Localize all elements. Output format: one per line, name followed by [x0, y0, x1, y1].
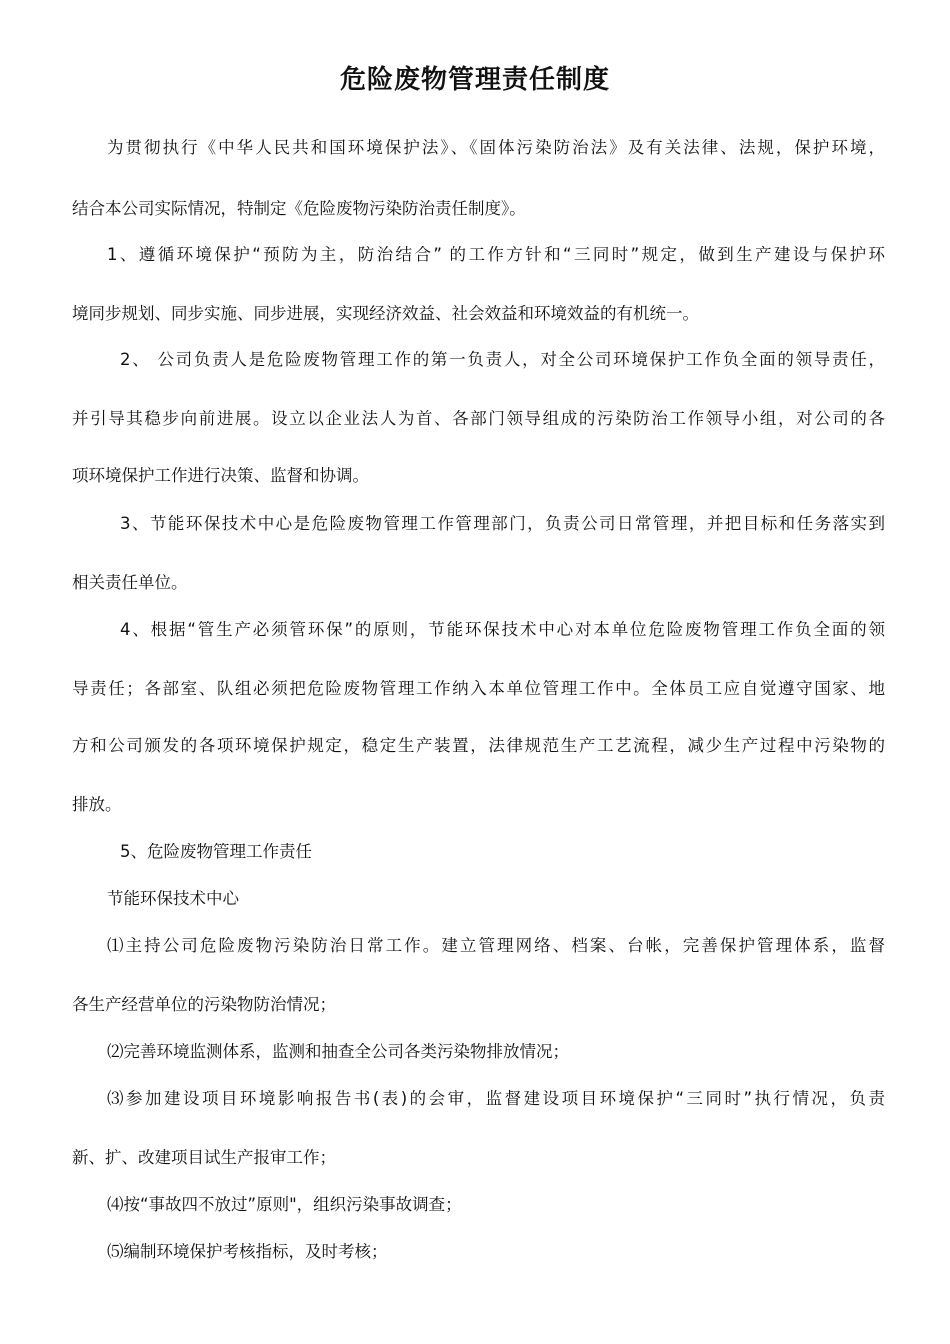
paragraph-line: 项环境保护工作进行决策、监督和协调。 — [72, 466, 369, 485]
paragraph-line: 2、 公司负责人是危险废物管理工作的第一负责人，对全公司环境保护工作负全面的领导责任， — [120, 350, 885, 369]
paragraph-line: 并引导其稳步向前进展。设立以企业法人为首、各部门领导组成的污染防治工作领导小组，对公司的各 — [72, 409, 885, 428]
paragraph-line: ⑶参加建设项目环境影响报告书(表)的会审，监督建设项目环境保护“三同时”执行情况，负责 — [107, 1089, 885, 1108]
paragraph-line: 各生产经营单位的污染物防治情况； — [72, 995, 336, 1014]
paragraph-line: ⑸编制环境保护考核指标，及时考核； — [107, 1242, 388, 1261]
paragraph-line: ⑵完善环境监测体系，监测和抽查全公司各类污染物排放情况； — [107, 1042, 569, 1061]
paragraph-line: ⑴主持公司危险废物污染防治日常工作。建立管理网络、档案、台帐，完善保护管理体系，监督 — [107, 936, 885, 955]
paragraph-line: 3、节能环保技术中心是危险废物管理工作管理部门，负责公司日常管理，并把目标和任务落实到 — [120, 514, 885, 533]
document-title: 危险废物管理责任制度 — [339, 65, 610, 95]
paragraph-line: 排放。 — [72, 795, 122, 814]
subsection-heading: 节能环保技术中心 — [107, 889, 239, 908]
section-heading: 5、危险废物管理工作责任 — [120, 842, 312, 861]
paragraph-line: 导责任；各部室、队组必须把危险废物管理工作纳入本单位管理工作中。全体员工应自觉遵守国家、地 — [72, 679, 885, 698]
paragraph-line: 结合本公司实际情况，特制定《危险废物污染防治责任制度》。 — [72, 199, 526, 218]
paragraph-line: ⑷按“事故四不放过”原则"，组织污染事故调查； — [107, 1195, 462, 1214]
paragraph-line: 境同步规划、同步实施、同步进展，实现经济效益、社会效益和环境效益的有机统一。 — [72, 304, 699, 323]
paragraph-line: 新、扩、改建项目试生产报审工作； — [72, 1148, 336, 1167]
paragraph-line: 为贯彻执行《中华人民共和国环境保护法》、《固体污染防治法》及有关法律、法规，保护环境， — [107, 138, 885, 157]
paragraph-line: 4、根据“管生产必须管环保”的原则，节能环保技术中心对本单位危险废物管理工作负全面的领 — [120, 620, 885, 639]
paragraph-line: 相关责任单位。 — [72, 573, 188, 592]
paragraph-line: 方和公司颁发的各项环境保护规定，稳定生产装置，法律规范生产工艺流程，减少生产过程中污染物的 — [72, 736, 885, 755]
paragraph-line: 1、遵循环境保护“预防为主，防治结合” 的工作方针和“三同时”规定，做到生产建设与保护环 — [107, 245, 885, 264]
